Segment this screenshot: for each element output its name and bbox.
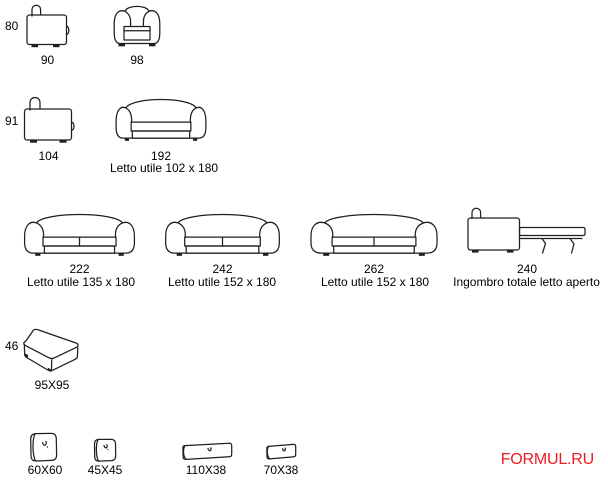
pouf-drawing [21, 328, 83, 374]
sofa-222-width-label: 222 [69, 262, 90, 276]
sofa-262-width-label: 262 [363, 262, 385, 276]
cushion-70x38-drawing [264, 442, 298, 462]
cushion-60x60-size-label: 60X60 [27, 463, 63, 477]
cushion-110x38-size-label: 110X38 [185, 463, 227, 477]
pouf-size-label: 95X95 [34, 378, 70, 392]
sofa-242-front-drawing [163, 210, 282, 258]
sofa-242-width-label: 242 [212, 262, 233, 276]
sofa-side-view-drawing [22, 94, 75, 143]
armchair-front-view-drawing [112, 2, 162, 47]
armchair-side-width-label: 90 [40, 53, 55, 67]
sofa-192-front-drawing [114, 95, 208, 143]
sofa-side-width-label: 104 [38, 149, 59, 163]
sofa-bed-open-caption: Ingombro totale letto aperto [453, 275, 600, 289]
sofa-262-bed-size-caption: Letto utile 152 x 180 [320, 275, 430, 289]
sofa-bed-open-width-label: 240 [516, 262, 538, 276]
cushion-45x45-drawing [92, 437, 118, 463]
cushion-60x60-drawing [28, 431, 59, 463]
sofa-192-width-label: 192 [150, 149, 172, 163]
sofa-222-front-drawing [22, 210, 137, 258]
cushion-70x38-size-label: 70X38 [263, 463, 299, 477]
sofa-bed-open-side-drawing [466, 207, 588, 258]
sofa-262-front-drawing [308, 210, 440, 258]
armchair-front-width-label: 98 [130, 53, 144, 67]
sofa-222-bed-size-caption: Letto utile 135 x 180 [26, 275, 136, 289]
armchair-side-height-label: 80 [5, 19, 19, 33]
formul-ru-watermark: FORMUL.RU [500, 451, 594, 468]
sofa-192-bed-size-caption: Letto utile 102 x 180 [109, 161, 219, 175]
armchair-side-view-drawing [25, 2, 70, 48]
cushion-110x38-drawing [180, 441, 234, 462]
pouf-height-label: 46 [5, 339, 19, 353]
sofa-side-height-label: 91 [5, 114, 19, 128]
cushion-45x45-size-label: 45X45 [87, 463, 123, 477]
sofa-242-bed-size-caption: Letto utile 152 x 180 [167, 275, 277, 289]
